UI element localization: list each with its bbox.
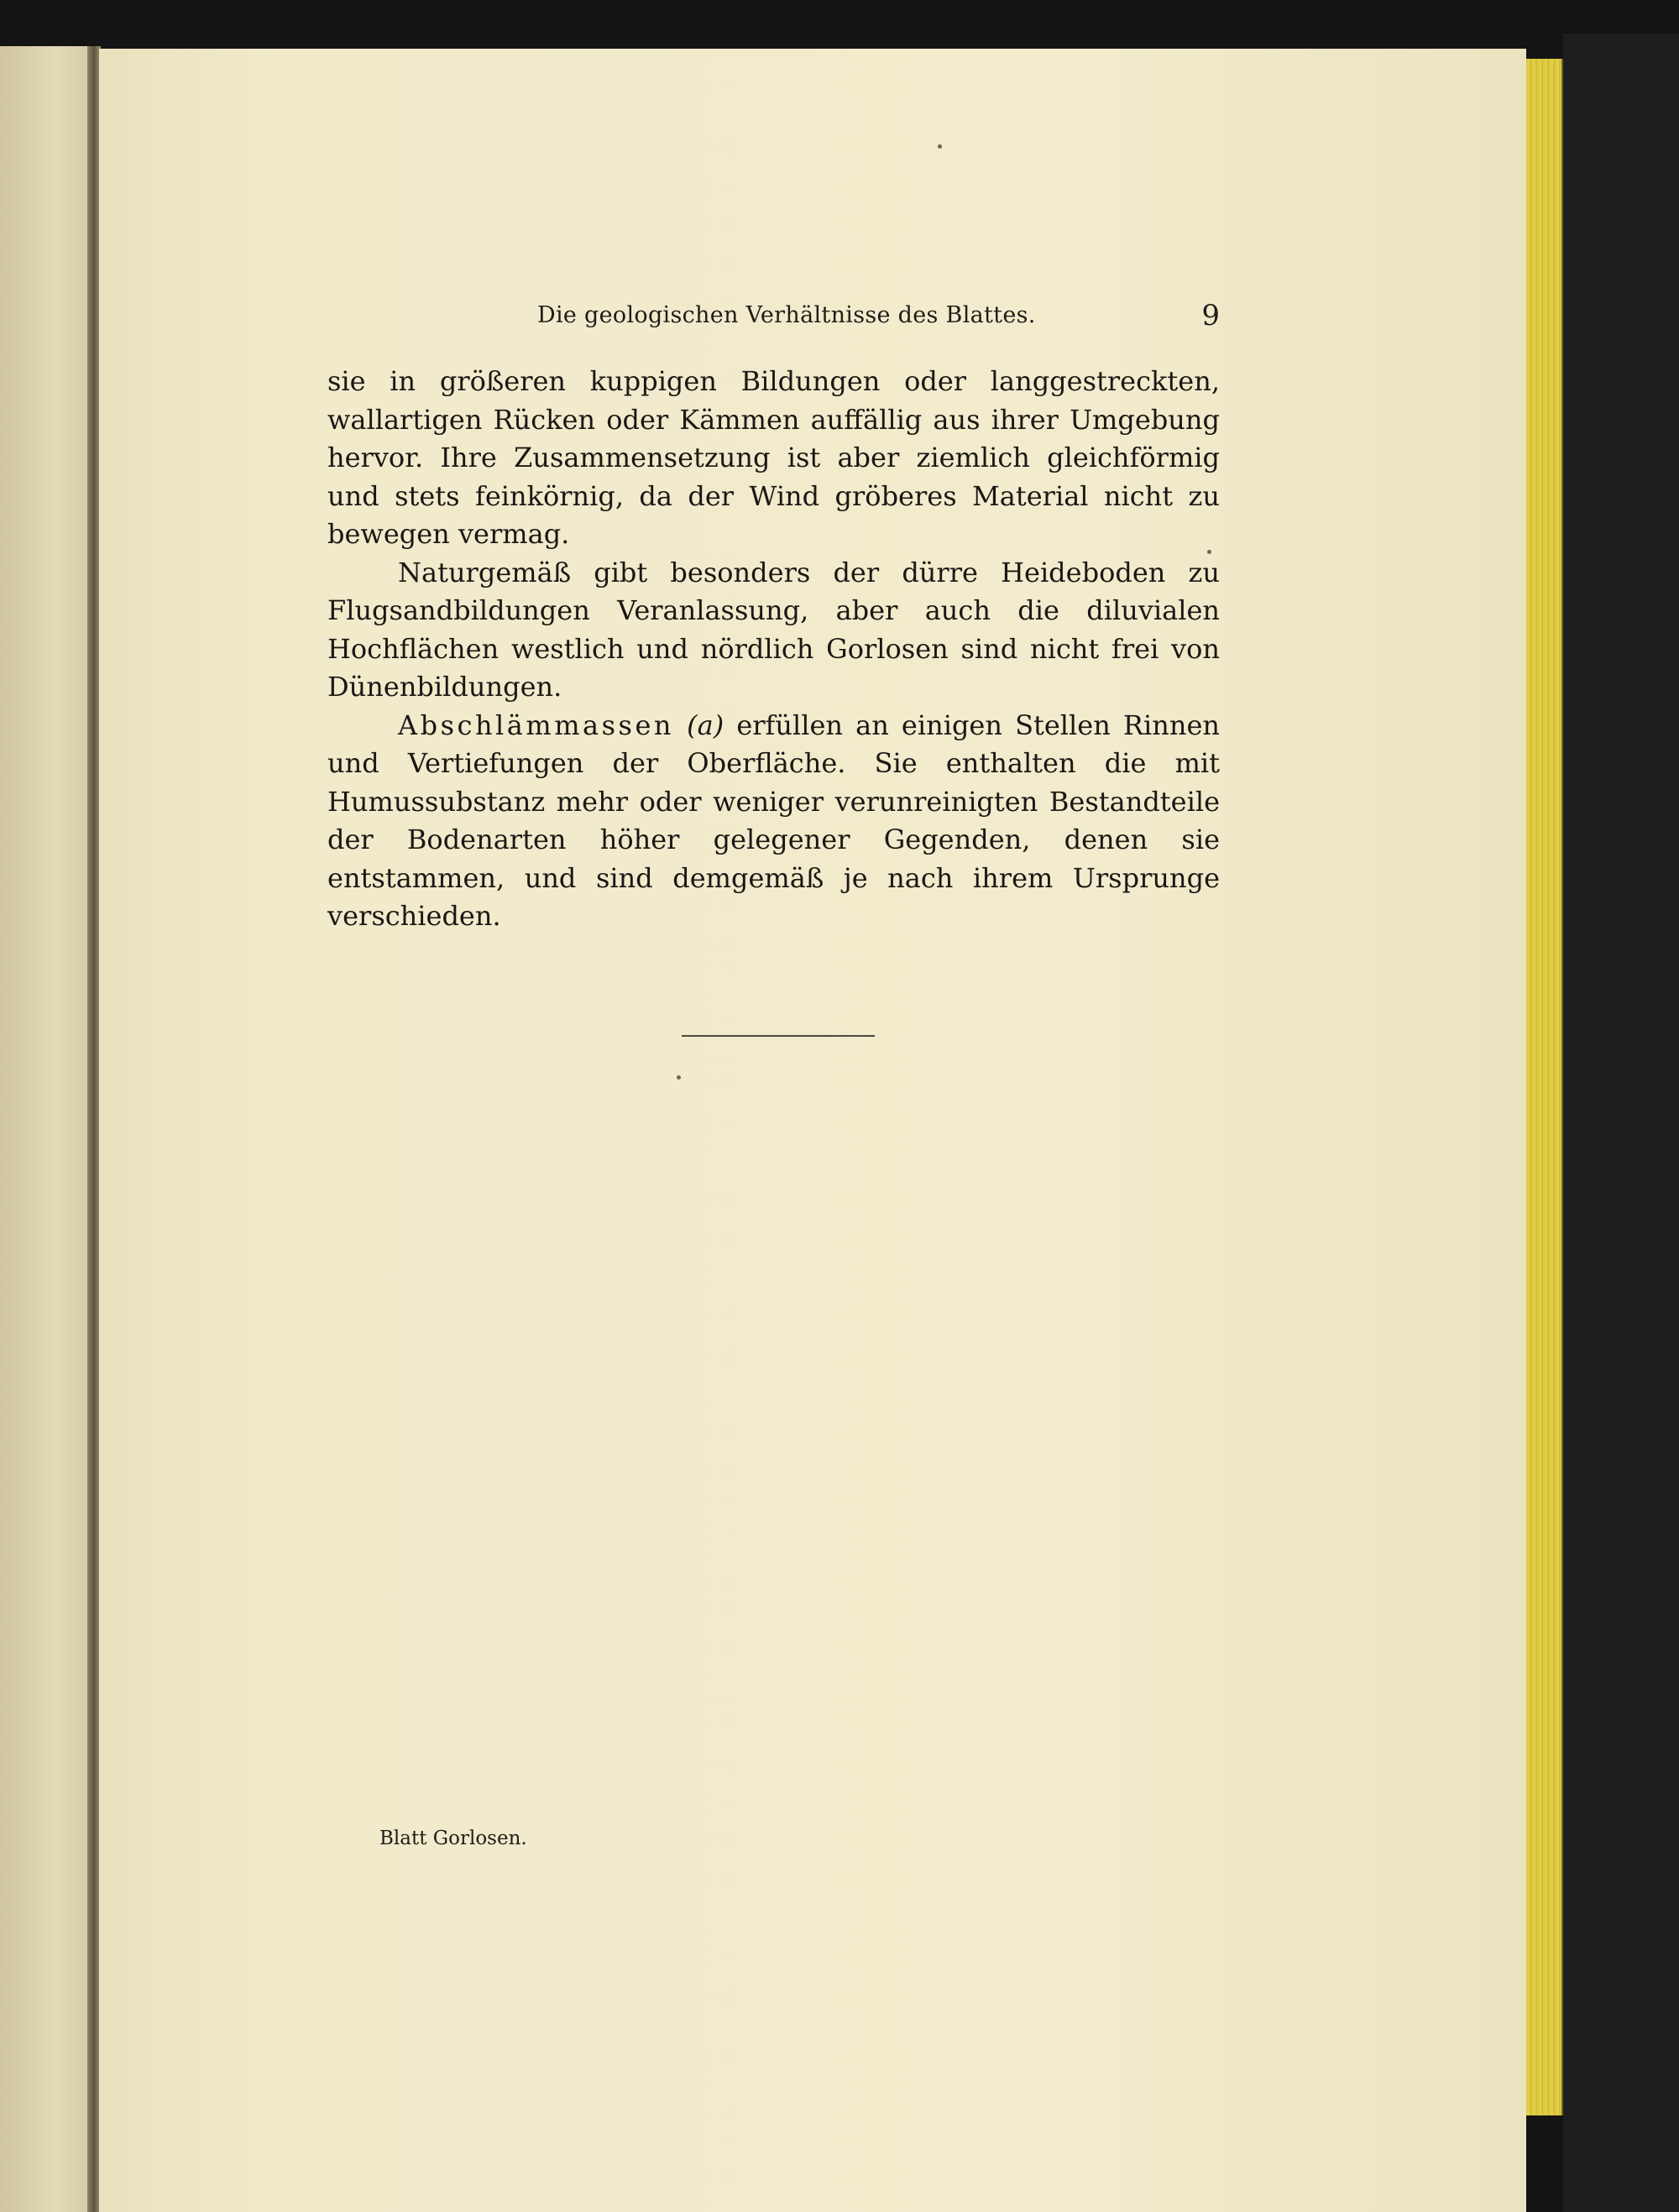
paragraph-2: Naturgemäß gibt besonders der dürre Heideboden zu Flugsandbildungen Veranlassung, aber auch die diluvialen Hochflächen westlich und nördlich Gorlosen sind nicht frei von Dünenbildungen. (327, 556, 1220, 703)
paper-speck (1207, 550, 1211, 554)
running-header (327, 299, 1220, 343)
page-number: 9 (1201, 299, 1220, 332)
paragraph-1: sie in größeren kuppigen Bildungen oder langgestreckten, wallartigen Rücken oder Kämmen auffällig aus ihrer Umgebung hervor. Ihre Zusammensetzung ist aber ziemlich gleichförmig und stets feinkörnig, da der Wind gröberes Material nicht zu bewegen vermag. (327, 365, 1220, 550)
signature-line: Blatt Gorlosen. (379, 1828, 527, 1849)
body-text (327, 363, 1220, 936)
paragraph-3 (327, 707, 1220, 936)
previous-page-edge (0, 46, 92, 2212)
paper-speck (938, 144, 942, 149)
gilt-page-edges (1526, 59, 1564, 2115)
section-end-rule (682, 1035, 875, 1037)
book-cover-binding (1563, 34, 1679, 2212)
running-title: Die geologischen Verhältnisse des Blattes. (537, 302, 1036, 328)
paragraph-3-text: erfüllen an einigen Stellen Rinnen und Vertiefungen der Oberfläche. Sie enthalten die mit Humussubstanz mehr oder weniger verunreinigten Bestandteile der Bodenarten höher gelegener Gegenden, denen sie entstammen, und sind demgemäß je nach ihrem Ursprunge verschieden. (327, 709, 1221, 932)
paper-speck (677, 1075, 681, 1080)
term-abschlaemmassen: Abschlämmassen (398, 709, 675, 741)
map-symbol: (a) (687, 709, 724, 741)
